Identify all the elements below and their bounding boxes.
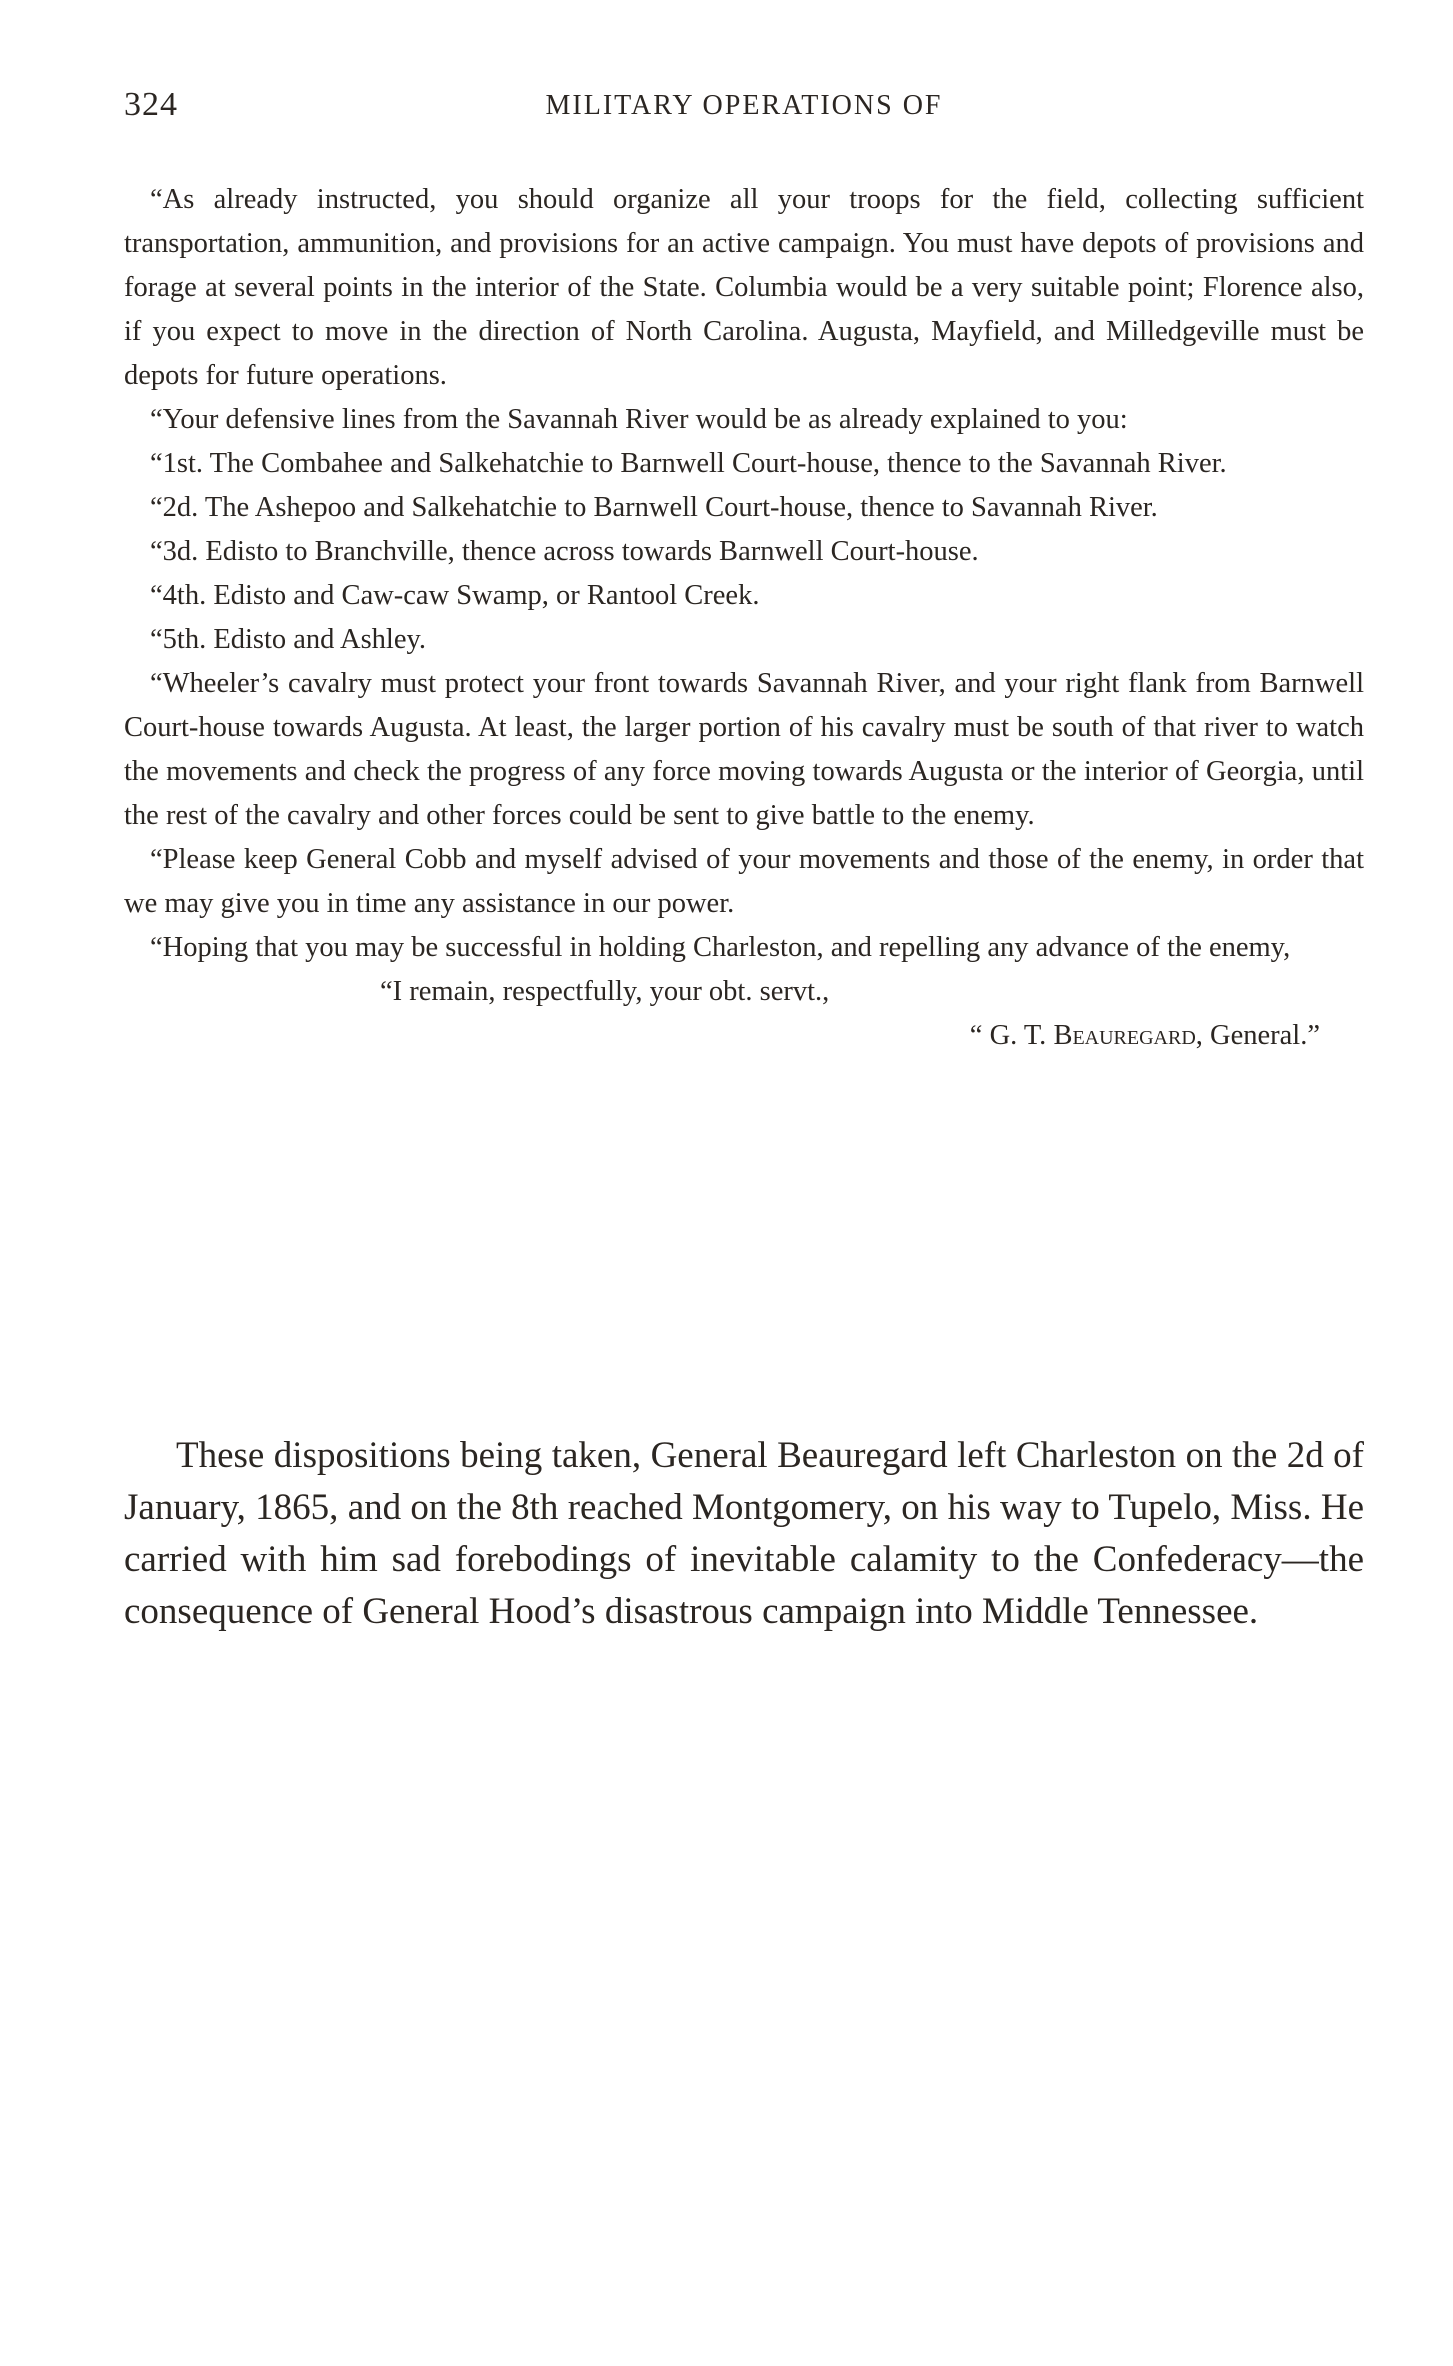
- letter-paragraph: “Your defensive lines from the Savannah River would be as already explained to you:: [150, 404, 1128, 435]
- letter-paragraph: “Please keep General Cobb and myself advised of your movements and those of the enemy, in order that we may give you in time any assistance in our power.: [124, 844, 1364, 919]
- letter-paragraph: “As already instructed, you should organize all your troops for the field, collecting sufficient transportation, ammunition, and provisions for an active campaign. You must have depots of provisions and forage at several points in the interior of the State. Columbia would be a very suitable point; Florence also, if you expect to move in the direction of North Carolina. Augusta, Mayfield, and Milledgeville must be depots for future operations.: [124, 184, 1364, 391]
- signature-suffix: , General.”: [1195, 1020, 1320, 1051]
- letter-paragraph: “4th. Edisto and Caw-caw Swamp, or Rantool Creek.: [150, 580, 760, 611]
- letter-paragraph: “3d. Edisto to Branchville, thence across towards Barnwell Court-house.: [150, 536, 979, 567]
- letter-paragraph: “5th. Edisto and Ashley.: [150, 624, 426, 655]
- narrative-paragraph: These dispositions being taken, General Beauregard left Charleston on the 2d of January, 1865, and on the 8th reached Montgomery, on his way to Tupelo, Miss. He carried with him sad forebodings of inevitable calamity to the Confederacy—the consequence of General Hood’s disastrous campaign into Middle Tennessee.: [124, 1435, 1364, 1632]
- running-title: MILITARY OPERATIONS OF: [545, 90, 943, 121]
- narrative-text: [124, 1430, 1364, 1638]
- letter-paragraph: “Hoping that you may be successful in holding Charleston, and repelling any advance of the enemy,: [150, 932, 1291, 963]
- signature-name: Beauregard: [1053, 1020, 1196, 1051]
- letter-paragraph: “1st. The Combahee and Salkehatchie to Barnwell Court-house, thence to the Savannah River.: [150, 448, 1227, 479]
- letter-paragraph: “2d. The Ashepoo and Salkehatchie to Barnwell Court-house, thence to Savannah River.: [150, 492, 1158, 523]
- quoted-letter: [124, 178, 1364, 1058]
- letter-paragraph: “Wheeler’s cavalry must protect your front towards Savannah River, and your right flank from Barnwell Court-house towards Augusta. At least, the larger portion of his cavalry must be south of that river to watch the movements and check the progress of any force moving towards Augusta or the interior of Georgia, until the rest of the cavalry and other forces could be sent to give battle to the enemy.: [124, 668, 1364, 831]
- letter-closing: “I remain, respectfully, your obt. servt.,: [380, 976, 830, 1007]
- page-number: 324: [124, 86, 178, 123]
- running-head: [124, 86, 1364, 136]
- letter-signature: [124, 1014, 1364, 1058]
- signature-prefix: “ G. T.: [969, 1020, 1054, 1051]
